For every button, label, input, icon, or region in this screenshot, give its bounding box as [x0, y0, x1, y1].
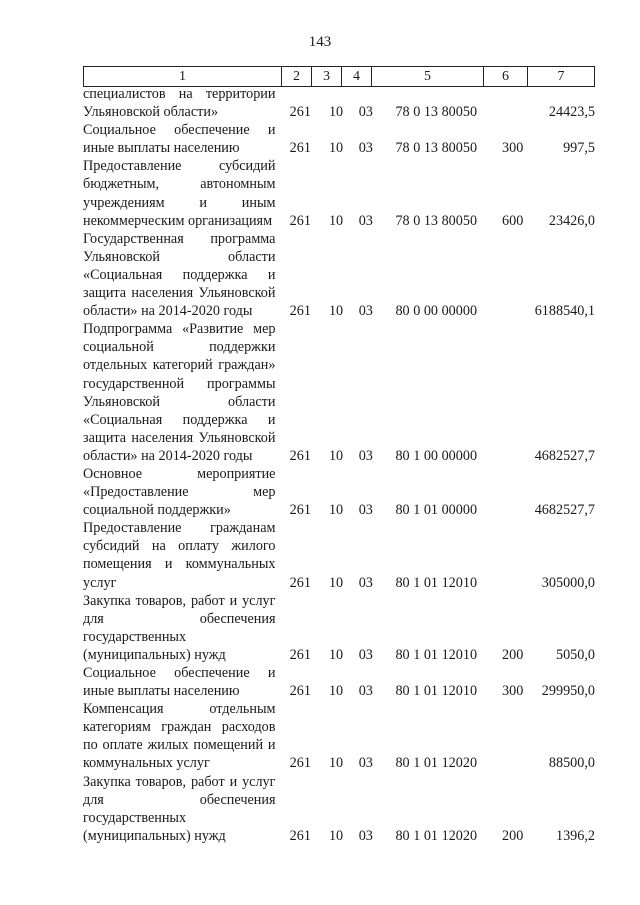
header-col-3: 3	[311, 67, 341, 86]
row-description: Социальное обеспечение и иные выплаты населению	[83, 665, 276, 700]
table-row	[83, 157, 595, 229]
row-admin-code: 261	[289, 447, 311, 464]
row-target-article: 80 1 01 00000	[395, 502, 478, 519]
row-admin-code: 261	[289, 574, 311, 591]
header-col-7: 7	[527, 67, 595, 86]
row-section: 10	[328, 447, 344, 464]
table-row	[83, 700, 595, 772]
row-amount: 23426,0	[548, 212, 595, 229]
row-section: 10	[328, 502, 344, 519]
row-amount: 299950,0	[541, 683, 595, 700]
row-section: 10	[328, 827, 344, 844]
row-description: Основное мероприятие «Предоставление мер социальной поддержки»	[83, 465, 276, 519]
row-target-article: 78 0 13 80050	[395, 212, 478, 229]
row-subsection: 03	[358, 502, 373, 519]
row-subsection: 03	[358, 683, 373, 700]
row-subsection: 03	[358, 574, 373, 591]
row-target-article: 78 0 13 80050	[395, 104, 478, 121]
table-row	[83, 592, 595, 664]
row-description: Социальное обеспечение и иные выплаты населению	[83, 122, 276, 157]
row-admin-code: 261	[289, 212, 311, 229]
row-amount: 4682527,7	[534, 447, 595, 464]
row-target-article: 80 1 01 12010	[395, 574, 478, 591]
row-admin-code: 261	[289, 140, 311, 157]
row-subsection: 03	[358, 827, 373, 844]
row-section: 10	[328, 755, 344, 772]
row-description: Компенсация отдельным категориям граждан расходов по оплате жилых помещений и коммунальных услуг	[83, 701, 276, 772]
row-amount: 5050,0	[555, 646, 595, 663]
row-expense-type: 600	[502, 212, 524, 229]
row-admin-code: 261	[289, 683, 311, 700]
row-amount: 997,5	[563, 140, 595, 157]
row-amount: 305000,0	[541, 574, 595, 591]
row-amount: 88500,0	[548, 755, 595, 772]
row-target-article: 80 0 00 00000	[395, 303, 478, 320]
header-col-5: 5	[371, 67, 483, 86]
row-section: 10	[328, 212, 344, 229]
table-row	[83, 465, 595, 519]
row-section: 10	[328, 140, 344, 157]
row-section: 10	[328, 104, 344, 121]
row-section: 10	[328, 303, 344, 320]
row-description: специалистов на территории Ульяновской области»	[83, 86, 276, 121]
row-target-article: 80 1 00 00000	[395, 447, 478, 464]
row-admin-code: 261	[289, 755, 311, 772]
row-admin-code: 261	[289, 502, 311, 519]
row-admin-code: 261	[289, 827, 311, 844]
row-subsection: 03	[358, 646, 373, 663]
row-admin-code: 261	[289, 104, 311, 121]
row-subsection: 03	[358, 303, 373, 320]
row-subsection: 03	[358, 104, 373, 121]
row-expense-type: 200	[502, 827, 524, 844]
row-section: 10	[328, 683, 344, 700]
row-description: Предоставление субсидий бюджетным, автономным учреждениям и иным некоммерческим организациям	[83, 158, 276, 229]
row-admin-code: 261	[289, 303, 311, 320]
row-subsection: 03	[358, 140, 373, 157]
row-target-article: 80 1 01 12020	[395, 827, 478, 844]
row-target-article: 80 1 01 12010	[395, 646, 478, 663]
row-description: Закупка товаров, работ и услуг для обеспечения государственных (муниципальных) нужд	[83, 773, 276, 844]
row-amount: 1396,2	[555, 827, 595, 844]
table-row	[83, 85, 595, 121]
row-expense-type: 300	[502, 140, 524, 157]
row-description: Государственная программа Ульяновской области «Социальная поддержка и защита населения Ульяновской области» на 2014-2020 годы	[83, 230, 276, 320]
page-number: 143	[308, 34, 332, 50]
table-row	[83, 230, 595, 320]
row-section: 10	[328, 574, 344, 591]
row-amount: 24423,5	[548, 104, 595, 121]
row-amount: 6188540,1	[534, 303, 595, 320]
row-description: Закупка товаров, работ и услуг для обеспечения государственных (муниципальных) нужд	[83, 592, 276, 663]
table-row	[83, 320, 595, 465]
row-amount: 4682527,7	[534, 502, 595, 519]
table-row	[83, 773, 595, 845]
row-description: Подпрограмма «Развитие мер социальной поддержки отдельных категорий граждан» государственной программы Ульяновской области «Социальная поддержка и защита населения Ульяновской области» на 2014-2020 годы	[83, 321, 276, 464]
table-header	[83, 66, 595, 87]
header-col-2: 2	[281, 67, 311, 86]
header-col-1: 1	[83, 67, 281, 86]
row-expense-type: 300	[502, 683, 524, 700]
header-col-6: 6	[483, 67, 527, 86]
table-body	[83, 85, 595, 845]
header-col-4: 4	[341, 67, 371, 86]
row-target-article: 80 1 01 12020	[395, 755, 478, 772]
row-description: Предоставление гражданам субсидий на оплату жилого помещения и коммунальных услуг	[83, 520, 276, 591]
table-row	[83, 664, 595, 700]
row-admin-code: 261	[289, 646, 311, 663]
table-row	[83, 519, 595, 591]
row-expense-type: 200	[502, 646, 524, 663]
row-subsection: 03	[358, 755, 373, 772]
row-section: 10	[328, 646, 344, 663]
row-subsection: 03	[358, 447, 373, 464]
row-subsection: 03	[358, 212, 373, 229]
row-target-article: 80 1 01 12010	[395, 683, 478, 700]
row-target-article: 78 0 13 80050	[395, 140, 478, 157]
table-row	[83, 121, 595, 157]
